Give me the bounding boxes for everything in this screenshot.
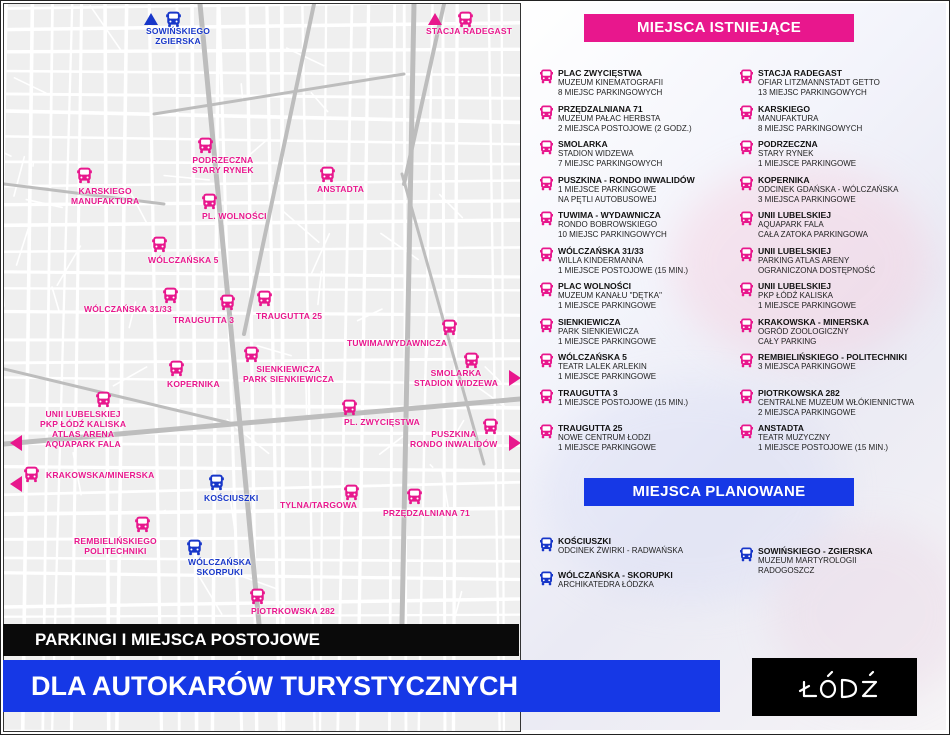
map-label-unii[interactable]: UNII LUBELSKIEJ PKP ŁÓDŹ KALISKA ATLAS ARENA AQUAPARK FALA xyxy=(40,409,127,449)
legend-entry-title: KOPERNIKA xyxy=(758,174,810,185)
legend-entry-detail: MUZEUM KINEMATOGRAFII xyxy=(558,78,664,87)
legend-entry-title: WÓLCZAŃSKA - SKORUPKI xyxy=(558,570,673,580)
legend-entry-detail: AQUAPARK FALA xyxy=(758,220,824,229)
legend-entry-title: SMOLARKA xyxy=(558,139,608,149)
logo-text xyxy=(752,658,753,659)
bus-icon xyxy=(257,290,272,307)
bus-icon xyxy=(540,69,553,84)
legend-entry-title: REMBIELIŃSKIEGO - POLITECHNIKI xyxy=(758,352,907,362)
map-label-przedzalniana[interactable]: PRZĘDZALNIANA 71 xyxy=(383,508,470,518)
map-pin-karskiego[interactable] xyxy=(77,167,92,184)
bus-icon xyxy=(220,294,235,311)
map-label-kopernika[interactable]: KOPERNIKA xyxy=(167,379,220,389)
legend-entry-title: UNII LUBELSKIEJ xyxy=(758,281,832,291)
map-label-podrzeczna[interactable]: PODRZECZNA STARY RYNEK xyxy=(192,155,254,175)
legend-entry-title: TRAUGUTTA 25 xyxy=(558,423,623,433)
legend-entry-detail: STADION WIDZEWA xyxy=(558,149,634,158)
bus-icon xyxy=(169,360,184,377)
legend-entry-detail: 1 MIEJSCE PARKINGOWE xyxy=(558,443,657,452)
bus-icon xyxy=(540,140,553,155)
map-pin-podrzeczna[interactable] xyxy=(198,137,213,154)
lodz-logo-mark xyxy=(752,658,917,716)
map-pin-wolczanska3133[interactable] xyxy=(163,287,178,304)
arrow-icon xyxy=(10,476,25,493)
legend-entry-detail: 1 MIEJSCE POSTOJOWE (15 MIN.) xyxy=(758,443,889,452)
bus-icon xyxy=(540,211,553,226)
legend-entry-detail: MUZEUM PAŁAC HERBSTA xyxy=(558,113,661,123)
legend-entry-title: UNII LUBELSKIEJ xyxy=(758,245,832,256)
legend-entry-detail: PKP ŁÓDŹ KALISKA xyxy=(758,291,833,300)
bus-icon xyxy=(152,236,167,253)
legend-entry-detail: NA PĘTLI AUTOBUSOWEJ xyxy=(558,194,657,204)
bus-icon xyxy=(740,353,753,368)
map-pin-kosciuszki[interactable] xyxy=(209,474,224,491)
map-pin-traugutta3[interactable] xyxy=(220,294,235,311)
legend-entry-detail: STARY RYNEK xyxy=(758,149,814,158)
legend-entry-detail: 1 MIEJSCE PARKINGOWE xyxy=(758,159,857,168)
legend-entry-title: PODRZECZNA xyxy=(758,139,818,149)
legend-entry-detail: MANUFAKTURA xyxy=(758,113,819,123)
bus-icon xyxy=(24,466,39,483)
bus-icon xyxy=(540,176,553,191)
legend-entry-title: WÓLCZAŃSKA 31/33 xyxy=(558,245,644,256)
map-label-smolarka[interactable]: SMOLARKA STADION WIDZEWA xyxy=(414,368,499,388)
legend-entry-detail: 1 MIEJSCE PARKINGOWE xyxy=(558,184,657,194)
legend-entry-title: SIENKIEWICZA xyxy=(558,316,621,327)
bus-icon xyxy=(135,516,150,533)
bus-icon xyxy=(740,140,753,155)
bus-icon xyxy=(740,389,753,404)
map-label-traugutta3[interactable]: TRAUGUTTA 3 xyxy=(173,315,235,325)
bus-icon xyxy=(740,547,753,562)
legend-entry-title: SOWIŃSKIEGO - ZGIERSKA xyxy=(758,546,873,556)
legend-entry-detail: PARK SIENKIEWICZA xyxy=(558,326,639,336)
map-label-wolczanska5[interactable]: WÓLCZAŃSKA 5 xyxy=(148,255,219,265)
bus-icon xyxy=(344,484,359,501)
legend-entry-detail: OGRÓD ZOOLOGICZNY xyxy=(758,326,849,336)
legend-entry-detail: CAŁA ZATOKA PARKINGOWA xyxy=(758,230,868,239)
legend-entry-detail: 1 MIEJSCE PARKINGOWE xyxy=(558,336,657,346)
map-label-wolczanska-skorpuki[interactable]: WÓLCZAŃSKA SKORPUKI xyxy=(188,557,252,577)
map-label-tylna[interactable]: TYLNA/TARGOWA xyxy=(280,500,358,510)
map-label-kosciuszki[interactable]: KOŚCIUSZKI xyxy=(204,493,259,503)
bus-icon xyxy=(740,69,753,84)
bus-icon xyxy=(407,488,422,505)
bus-icon xyxy=(540,424,553,439)
legend-entry-detail: 1 MIEJSCE POSTOJOWE (15 MIN.) xyxy=(558,265,689,275)
bus-icon xyxy=(96,391,111,408)
legend-entry-detail: 1 MIEJSCE PARKINGOWE xyxy=(558,301,657,310)
map-label-piotrkowska[interactable]: PIOTRKOWSKA 282 xyxy=(251,606,335,616)
legend-entry-detail: PARKING ATLAS ARENY xyxy=(758,255,850,265)
map-label-zwyciestwa[interactable]: PL. ZWYCIĘSTWA xyxy=(344,417,420,427)
bus-icon xyxy=(540,105,553,120)
legend-entry-detail: MUZEUM KANAŁU "DĘTKA" xyxy=(558,291,662,300)
bus-icon xyxy=(442,319,457,336)
legend-entry-detail: WILLA KINDERMANNA xyxy=(558,255,643,265)
map-pin-piotrkowska[interactable] xyxy=(250,588,265,605)
legend-entry-detail: 8 MIEJSC PARKINGOWYCH xyxy=(758,123,863,133)
legend-entry-title: ANSTADTA xyxy=(758,423,804,433)
legend-entry-detail: 2 MIEJSCA POSTOJOWE (2 GODZ.) xyxy=(558,123,692,133)
bus-icon xyxy=(77,167,92,184)
map-label-radegast[interactable]: STACJA RADEGAST xyxy=(426,26,513,36)
map-pin-traugutta25[interactable] xyxy=(257,290,272,307)
legend-entry-detail: CENTRALNE MUZEUM WŁÓKIENNICTWA xyxy=(758,397,915,407)
map-label-sowinskiego[interactable]: SOWIŃSKIEGO ZGIERSKA xyxy=(146,26,211,46)
legend-entry-detail: ODCINEK GDAŃSKA - WÓLCZAŃSKA xyxy=(758,184,899,194)
map-pin-sienkiewicza[interactable] xyxy=(244,346,259,363)
legend-entry-title: WÓLCZAŃSKA 5 xyxy=(558,352,627,362)
legend-entry-detail: ODCINEK ŻWIRKI - RADWAŃSKA xyxy=(558,546,684,555)
map-label-tuwima[interactable]: TUWIMA/WYDAWNICZA xyxy=(347,338,448,348)
map-label-sienkiewicza[interactable]: SIENKIEWICZA PARK SIENKIEWICZA xyxy=(243,364,335,384)
map-pin-wolczanska-skorpuki[interactable] xyxy=(187,539,202,556)
map-pin-kopernika[interactable] xyxy=(169,360,184,377)
bus-icon xyxy=(740,211,753,226)
bus-icon xyxy=(464,352,479,369)
legend-entry-title: KARSKIEGO xyxy=(758,103,811,114)
map-pin-anstadta[interactable] xyxy=(320,166,335,183)
map-pin-smolarka[interactable] xyxy=(464,352,479,369)
bus-icon xyxy=(740,424,753,439)
legend-entry-detail: 8 MIEJSC PARKINGOWYCH xyxy=(558,88,663,97)
map-pin-unii[interactable] xyxy=(96,391,111,408)
bus-icon xyxy=(540,389,553,404)
bus-icon xyxy=(540,318,553,333)
arrow-icon xyxy=(509,370,521,387)
map-pin-przedzalniana[interactable] xyxy=(407,488,422,505)
legend-entry-detail: MUZEUM MARTYROLOGII xyxy=(758,556,857,565)
legend-entry-detail: RONDO BOBROWSKIEGO xyxy=(558,220,658,229)
legend-entry-title: PLAC ZWYCIĘSTWA xyxy=(558,68,643,78)
legend-entry-detail: 3 MIEJSCA PARKINGOWE xyxy=(758,194,856,204)
bus-icon xyxy=(740,176,753,191)
legend-entry-title: KOŚCIUSZKI xyxy=(558,536,611,546)
map-pin-wolnosci[interactable] xyxy=(202,193,217,210)
map-label-puszkina[interactable]: PUSZKINA RONDO INWALIDÓW xyxy=(410,429,498,449)
legend-entry-detail: CAŁY PARKING xyxy=(758,336,817,346)
legend-entry-title: TUWIMA - WYDAWNICZA xyxy=(558,210,661,220)
bus-icon xyxy=(540,537,553,552)
legend-entry-detail: OGRANICZONA DOSTĘPNOŚĆ xyxy=(758,265,876,275)
bus-icon xyxy=(540,247,553,262)
legend-entry-detail: 1 MIEJSCE PARKINGOWE xyxy=(558,372,657,381)
legend-entry-detail: ARCHIKATEDRA ŁÓDZKA xyxy=(558,580,654,589)
legend-entry-detail: 3 MIEJSCA PARKINGOWE xyxy=(758,362,856,371)
map-label-anstadta[interactable]: ANSTADTA xyxy=(317,184,365,194)
map-label-rembielinskiego[interactable]: REMBIELIŃSKIEGO POLITECHNIKI xyxy=(74,536,157,556)
bus-icon xyxy=(244,346,259,363)
legend-entry-title: PUSZKINA - RONDO INWALIDÓW xyxy=(558,174,695,185)
banner-title-line1: PARKINGI I MIEJSCA POSTOJOWE xyxy=(3,624,519,656)
legend-entry-detail: TEATR LALEK ARLEKIN xyxy=(558,362,647,371)
map-pin-krakowska[interactable] xyxy=(24,466,39,483)
legend-entry-title: TRAUGUTTA 3 xyxy=(558,387,618,398)
map-pin-tylna[interactable] xyxy=(344,484,359,501)
bus-icon xyxy=(540,353,553,368)
bus-icon xyxy=(740,105,753,120)
legend-entry-detail: NOWE CENTRUM ŁODZI xyxy=(558,433,651,442)
legend-entry-detail: 7 MIEJSC PARKINGOWYCH xyxy=(558,159,663,168)
legend-entry-title: PRZĘDZALNIANA 71 xyxy=(558,103,643,114)
bus-icon xyxy=(198,137,213,154)
banner-title-line2: DLA AUTOKARÓW TURYSTYCZNYCH xyxy=(3,660,720,712)
legend-entry-title: STACJA RADEGAST xyxy=(758,68,843,78)
legend-entry-detail: 1 MIEJSCE POSTOJOWE (15 MIN.) xyxy=(558,397,689,407)
map-pin-tuwima[interactable] xyxy=(442,319,457,336)
bus-icon xyxy=(740,247,753,262)
map-label-wolnosci[interactable]: PL. WOLNOŚCI xyxy=(202,211,267,221)
bus-icon xyxy=(540,282,553,297)
existing-heading: MIEJSCA ISTNIEJĄCE xyxy=(584,14,854,42)
bus-icon xyxy=(740,318,753,333)
legend-entry-detail: RADOGOSZCZ xyxy=(758,566,815,575)
planned-heading: MIEJSCA PLANOWANE xyxy=(584,478,854,506)
map-pin-zwyciestwa[interactable] xyxy=(342,399,357,416)
arrow-icon xyxy=(509,435,521,452)
legend-entry-detail: TEATR MUZYCZNY xyxy=(758,433,831,442)
legend-entry-title: PIOTRKOWSKA 282 xyxy=(758,387,840,398)
map-label-traugutta25[interactable]: TRAUGUTTA 25 xyxy=(256,311,323,321)
bus-icon xyxy=(740,282,753,297)
arrow-icon xyxy=(10,435,25,452)
bus-icon xyxy=(320,166,335,183)
legend-entry-title: PLAC WOLNOŚCI xyxy=(558,281,632,291)
legend-entry-detail: 13 MIEJSC PARKINGOWYCH xyxy=(758,88,867,97)
map-label-krakowska[interactable]: KRAKOWSKA/MINERSKA xyxy=(46,470,155,480)
legend-entry-detail: OFIAR LITZMANNSTADT GETTO xyxy=(758,78,880,87)
map-pin-wolczanska5[interactable] xyxy=(152,236,167,253)
map-label-wolczanska3133[interactable]: WÓLCZAŃSKA 31/33 xyxy=(84,304,172,314)
legend-entry-title: UNII LUBELSKIEJ xyxy=(758,210,832,220)
map-pin-rembielinskiego[interactable] xyxy=(135,516,150,533)
bus-icon xyxy=(342,399,357,416)
legend-entry-detail: 2 MIEJSCA PARKINGOWE xyxy=(758,407,856,417)
bus-icon xyxy=(163,287,178,304)
legend-entry-detail: 10 MIEJSC PARKINGOWYCH xyxy=(558,230,667,239)
bus-icon xyxy=(202,193,217,210)
bus-icon xyxy=(209,474,224,491)
bus-icon xyxy=(250,588,265,605)
city-map[interactable] xyxy=(3,3,521,732)
bus-icon xyxy=(540,571,553,586)
legend-entry-detail: 1 MIEJSCE PARKINGOWE xyxy=(758,301,857,310)
legend-entry-title: KRAKOWSKA - MINERSKA xyxy=(758,316,869,327)
map-label-karskiego[interactable]: KARSKIEGO MANUFAKTURA xyxy=(71,186,140,206)
lodz-logo xyxy=(752,658,917,716)
bus-icon xyxy=(187,539,202,556)
